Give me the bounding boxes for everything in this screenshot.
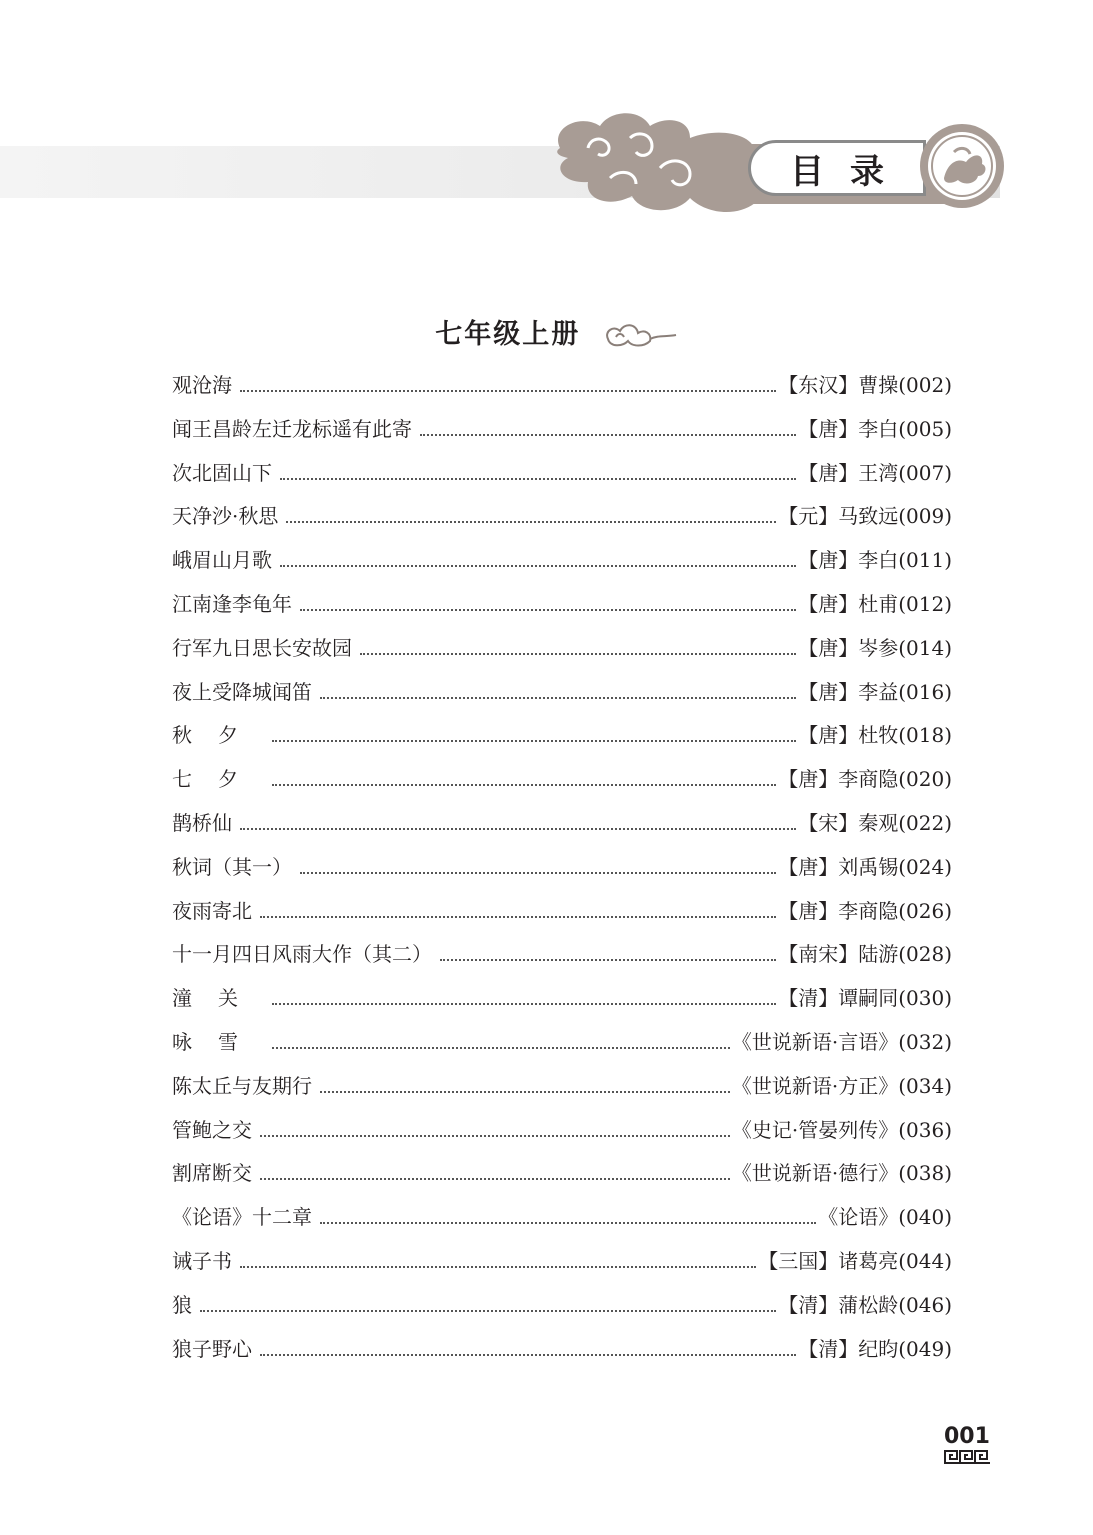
toc-entry-title: 天净沙·秋思 [172, 504, 279, 529]
toc-entry-author: 【东汉】曹操 [778, 373, 899, 397]
toc-entry-page: (022) [898, 810, 952, 835]
toc-entry-title: 闻王昌龄左迁龙标遥有此寄 [172, 416, 412, 441]
toc-entry[interactable] [172, 370, 952, 414]
dot-leader [200, 1310, 776, 1312]
toc-entry[interactable] [172, 1334, 952, 1378]
dot-leader [280, 565, 796, 567]
toc-entry-title: 峨眉山月歌 [172, 548, 272, 573]
toc-entry-page: (030) [898, 986, 952, 1011]
toc-entry-author: 【唐】王湾 [798, 460, 899, 485]
toc-entry-title: 夜雨寄北 [172, 898, 252, 923]
toc-entry[interactable] [172, 1158, 952, 1202]
toc-entry-title: 《论语》十二章 [172, 1205, 312, 1230]
dot-leader [260, 1178, 730, 1180]
toc-entry-page: (038) [898, 1161, 952, 1186]
dot-leader [280, 478, 796, 480]
toc-entry-page: (018) [898, 723, 952, 748]
toc-entry-author: 【唐】李白 [798, 416, 899, 441]
fret-pattern-icon [944, 1450, 990, 1464]
section-title [0, 312, 1093, 351]
dot-leader [240, 828, 796, 830]
toc-entry-author: 【唐】杜牧 [798, 723, 899, 748]
toc-entry-title: 鹊桥仙 [172, 810, 232, 835]
toc-entry[interactable] [172, 764, 952, 808]
toc-entry[interactable] [172, 1202, 952, 1246]
toc-entry-title: 陈太丘与友期行 [172, 1073, 312, 1098]
toc-entry-title: 狼子野心 [172, 1336, 252, 1361]
toc-entry[interactable] [172, 1071, 952, 1115]
toc-entry[interactable] [172, 1027, 952, 1071]
toc-entry-title: 割席断交 [172, 1161, 252, 1186]
toc-entry-page: (024) [898, 854, 952, 879]
dot-leader [260, 916, 776, 918]
toc-entry-author: 【唐】刘禹锡 [778, 854, 899, 879]
toc-entry-author: 《世说新语·德行》 [731, 1161, 899, 1186]
toc-entry-title: 秋词（其一） [172, 854, 292, 879]
toc-entry-page: (032) [898, 1029, 952, 1054]
toc-entry[interactable] [172, 852, 952, 896]
toc-entry-page: (012) [898, 591, 952, 616]
dot-leader [272, 1003, 776, 1005]
dot-leader [240, 1266, 756, 1268]
seal-emblem-icon [918, 122, 1006, 210]
dot-leader [260, 1354, 796, 1356]
toc-entry-title: 行军九日思长安故园 [172, 635, 352, 660]
page-number: 001 [944, 1424, 990, 1449]
toc-entry-author: 《世说新语·言语》 [731, 1029, 899, 1054]
toc-entry-author: 《论语》 [818, 1205, 899, 1230]
toc-entry-author: 【唐】李商隐 [778, 898, 899, 923]
toc-entry-page: (005) [898, 416, 952, 441]
toc-entry[interactable] [172, 983, 952, 1027]
toc-entry-author: 【清】蒲松龄 [778, 1292, 899, 1317]
dot-leader [286, 521, 776, 523]
dot-leader [300, 609, 796, 611]
toc-entry[interactable] [172, 545, 952, 589]
toc-entry-page: (016) [898, 679, 952, 704]
toc-entry-title: 夜上受降城闻笛 [172, 679, 312, 704]
toc-entry-page: (026) [898, 898, 952, 923]
toc-entry-author: 【唐】李商隐 [778, 767, 899, 792]
toc-entry-page: (020) [898, 767, 952, 792]
toc-list [172, 370, 952, 1377]
dot-leader [320, 1091, 730, 1093]
dot-leader [320, 1222, 816, 1224]
toc-entry[interactable] [172, 1290, 952, 1334]
toc-entry-page: (002) [898, 373, 952, 397]
dot-leader [260, 1135, 730, 1137]
toc-entry-author: 【唐】岑参 [798, 635, 899, 660]
toc-entry-author: 【宋】秦观 [798, 810, 899, 835]
cloud-swirl-icon [602, 321, 678, 351]
dot-leader [320, 697, 796, 699]
toc-entry-title: 七夕 [172, 767, 264, 792]
toc-entry-page: (028) [898, 942, 952, 967]
toc-entry[interactable] [172, 939, 952, 983]
toc-entry-title: 江南逢李龟年 [172, 591, 292, 616]
toc-entry[interactable] [172, 414, 952, 458]
toc-entry[interactable] [172, 808, 952, 852]
dot-leader [240, 390, 776, 392]
toc-entry-page: (009) [898, 504, 952, 529]
toc-entry-author: 【唐】杜甫 [798, 591, 899, 616]
toc-entry-author: 【三国】诸葛亮 [758, 1248, 899, 1273]
toc-entry[interactable] [172, 1246, 952, 1290]
dot-leader [420, 434, 796, 436]
toc-entry-title: 狼 [172, 1292, 192, 1317]
toc-entry-page: (040) [898, 1205, 952, 1230]
toc-entry-author: 《世说新语·方正》 [731, 1073, 899, 1098]
toc-entry-page: (011) [898, 548, 952, 573]
toc-entry[interactable] [172, 589, 952, 633]
toc-entry-title: 咏雪 [172, 1029, 264, 1054]
toc-entry[interactable] [172, 501, 952, 545]
dot-leader [272, 1047, 730, 1049]
toc-entry-title: 观沧海 [172, 373, 232, 397]
toc-entry-author: 【南宋】陆游 [778, 942, 899, 967]
dot-leader [360, 653, 796, 655]
toc-entry-page: (036) [898, 1117, 952, 1142]
toc-entry-page: (049) [898, 1336, 952, 1361]
toc-entry-title: 秋夕 [172, 723, 264, 748]
toc-entry-author: 【唐】李益 [798, 679, 899, 704]
toc-entry-page: (014) [898, 635, 952, 660]
toc-entry-title: 管鲍之交 [172, 1117, 252, 1142]
toc-entry[interactable] [172, 458, 952, 502]
toc-entry-page: (007) [898, 460, 952, 485]
dot-leader [272, 740, 796, 742]
toc-entry-title: 潼关 [172, 986, 264, 1011]
toc-entry-page: (044) [898, 1248, 952, 1273]
toc-entry-author: 【清】谭嗣同 [778, 986, 899, 1011]
toc-entry[interactable] [172, 1115, 952, 1159]
toc-entry[interactable] [172, 677, 952, 721]
toc-entry[interactable] [172, 896, 952, 940]
toc-entry-author: 【清】纪昀 [798, 1336, 899, 1361]
toc-entry-page: (034) [898, 1073, 952, 1098]
toc-entry-author: 【元】马致远 [778, 504, 899, 529]
toc-entry[interactable] [172, 720, 952, 764]
dot-leader [272, 784, 776, 786]
toc-entry[interactable] [172, 633, 952, 677]
toc-entry-author: 【唐】李白 [798, 548, 899, 573]
dot-leader [300, 872, 776, 874]
toc-entry-title: 十一月四日风雨大作（其二） [172, 942, 432, 967]
toc-entry-page: (046) [898, 1292, 952, 1317]
toc-entry-title: 次北固山下 [172, 460, 272, 485]
dot-leader [440, 959, 776, 961]
toc-entry-title: 诫子书 [172, 1248, 232, 1273]
toc-entry-author: 《史记·管晏列传》 [731, 1117, 899, 1142]
toc-header-title: 目录 [748, 140, 926, 196]
section-title-text: 七年级上册 [435, 319, 581, 350]
